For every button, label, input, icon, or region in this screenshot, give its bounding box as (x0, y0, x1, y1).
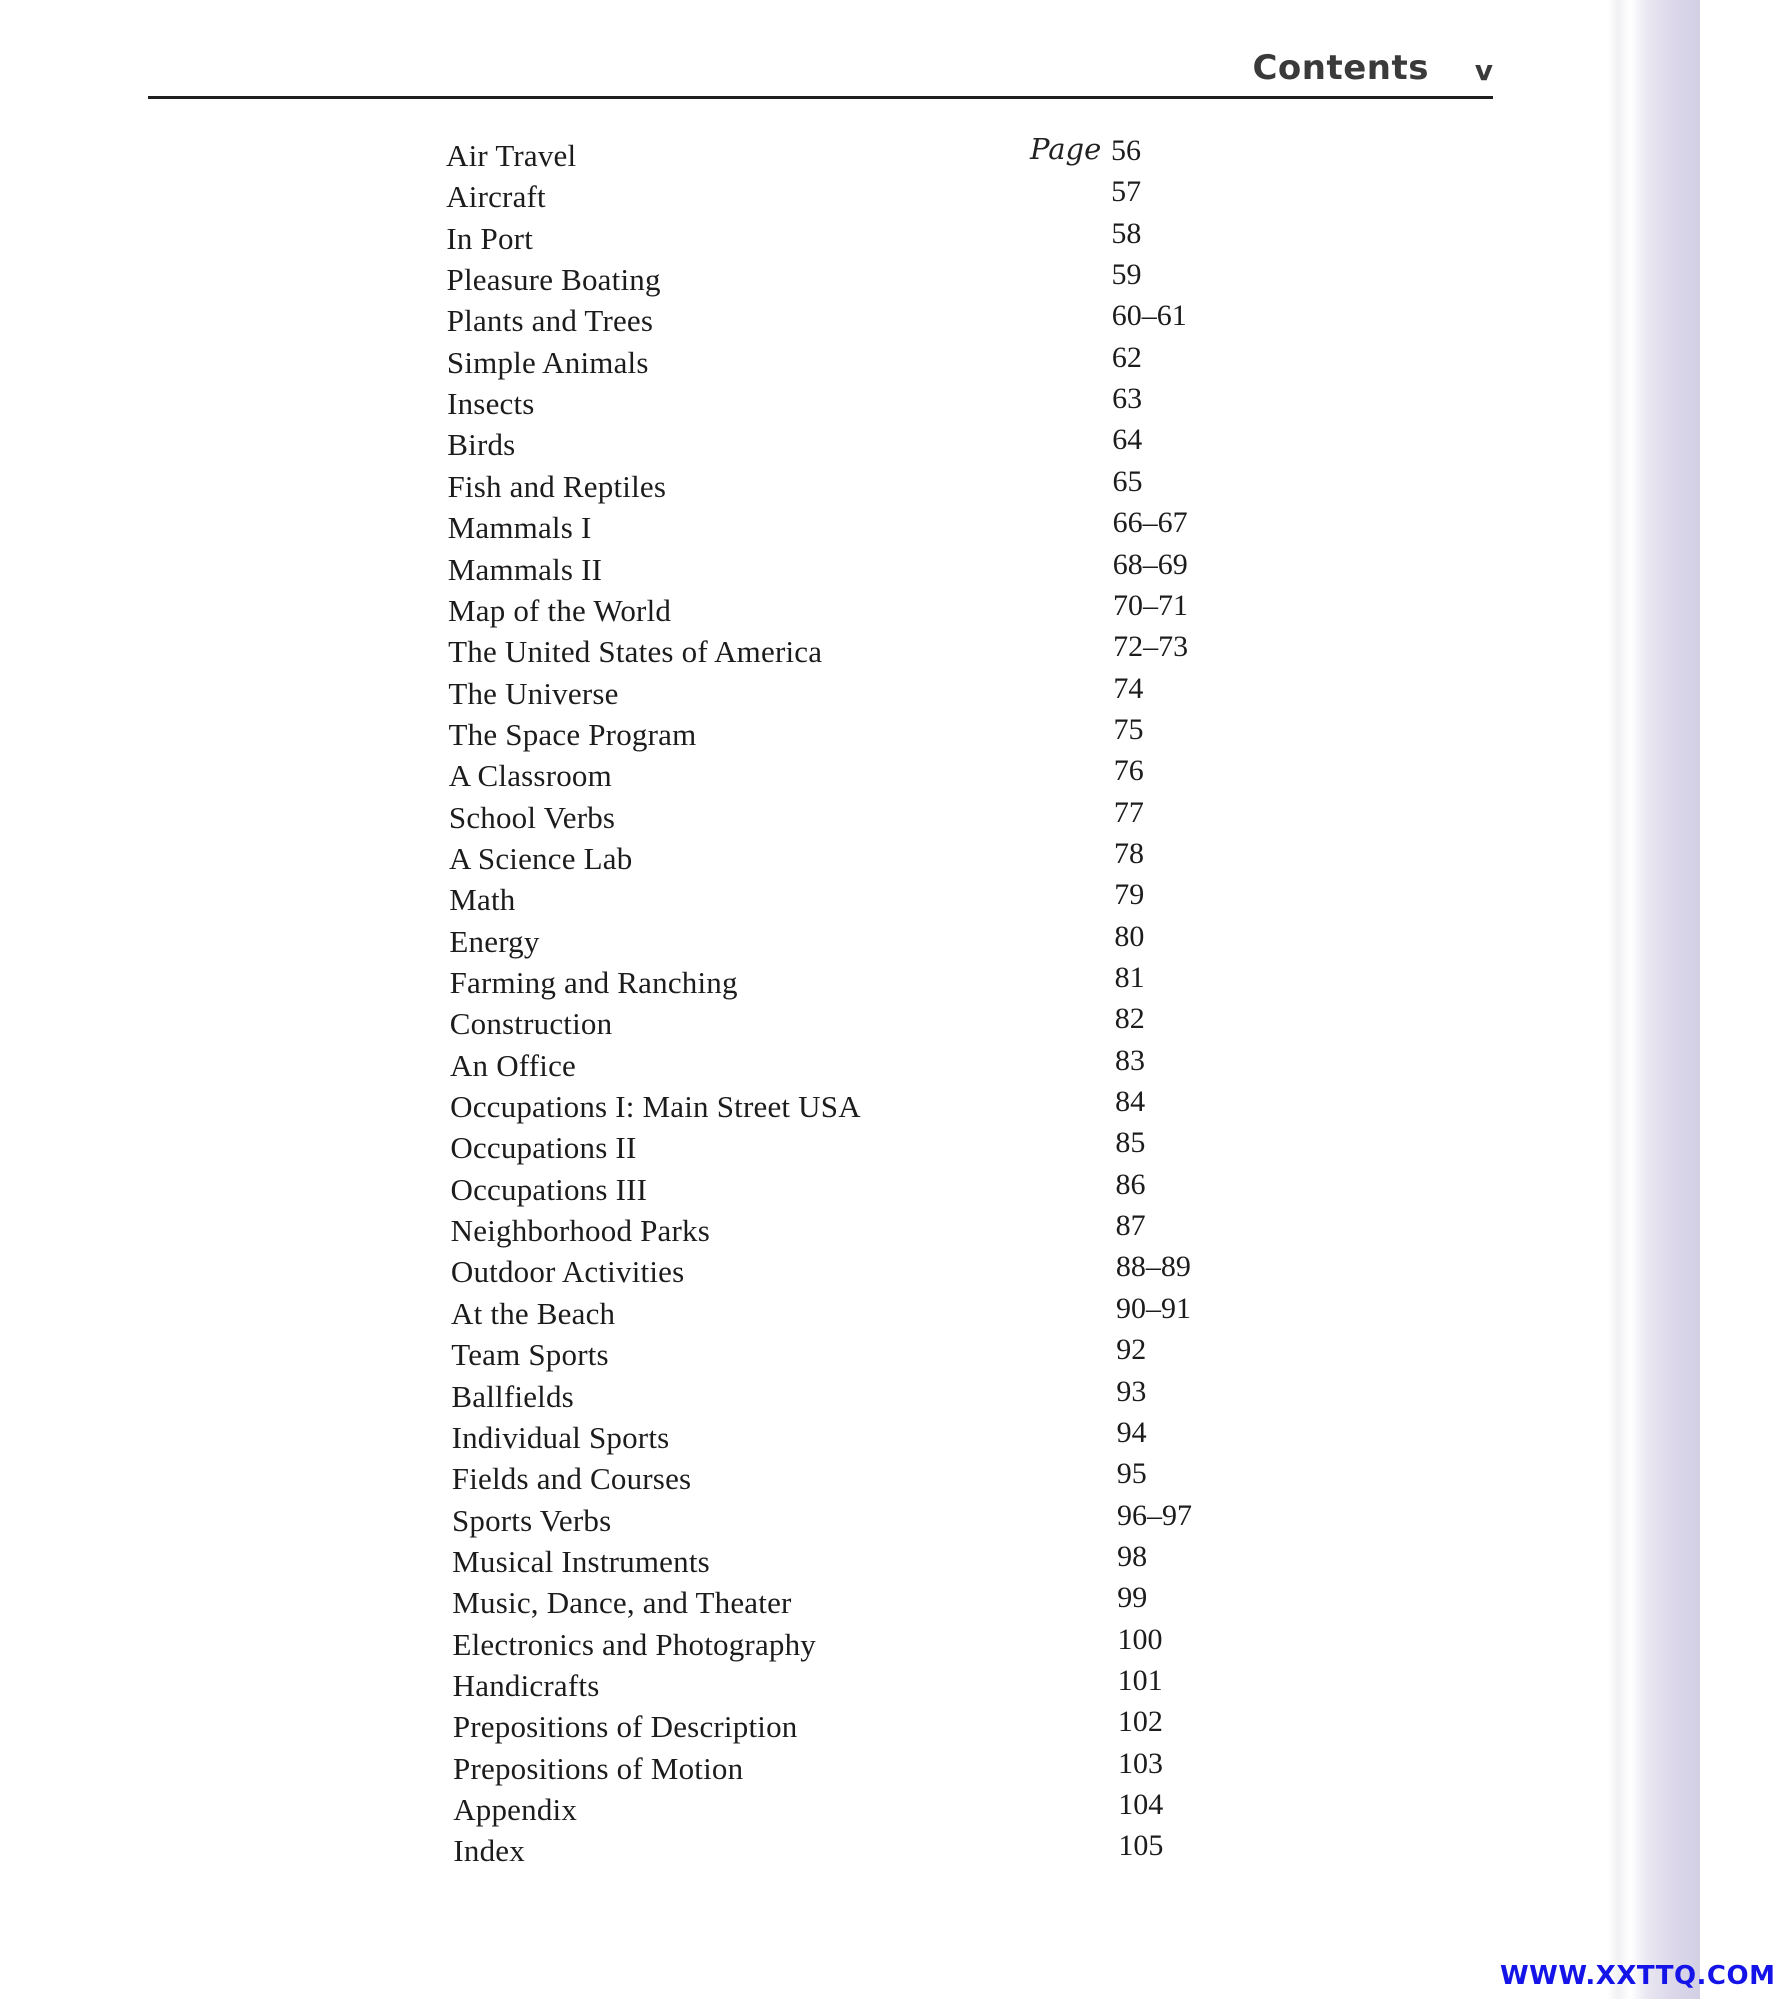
toc-entry (6, 1539, 1306, 1584)
toc-entry (6, 1415, 1306, 1460)
toc-entry-title: The Space Program (448, 716, 697, 752)
page-title: Contents (1252, 48, 1429, 88)
toc-entry (4, 1002, 1304, 1046)
toc-entry-title: Insects (447, 386, 535, 422)
toc-entry-title: Pleasure Boating (446, 262, 661, 298)
toc-entry (6, 1622, 1306, 1667)
toc-entry-title: Occupations I: Main Street USA (450, 1089, 861, 1125)
toc-entry (2, 588, 1302, 633)
toc-entry (7, 1663, 1307, 1708)
toc-entry-pages: 68–69 (1112, 547, 1188, 581)
toc-entry-title: The United States of America (448, 634, 823, 670)
toc-entry-title: Simple Animals (446, 344, 649, 380)
toc-entry-pages: 101 (1117, 1663, 1163, 1697)
toc-entry (5, 1167, 1305, 1212)
toc-entry-pages: 92 (1116, 1333, 1147, 1367)
toc-entry (1, 423, 1301, 467)
toc-entry-title: Individual Sports (451, 1419, 670, 1455)
toc-entry-title: The Universe (448, 675, 619, 711)
toc-entry-pages: 98 (1117, 1539, 1148, 1573)
toc-entry (7, 1788, 1307, 1832)
toc-entry-pages: 75 (1113, 712, 1144, 746)
toc-entry-title: Occupations II (450, 1130, 637, 1166)
toc-entry (3, 836, 1303, 881)
toc-entry-pages: 76 (1113, 754, 1144, 788)
toc-entry-title: Birds (447, 427, 516, 463)
toc-entry (4, 1043, 1304, 1088)
toc-entry-pages: 60–61 (1111, 299, 1187, 333)
toc-entry-title: Energy (449, 923, 540, 959)
toc-entry-title: Sports Verbs (451, 1502, 612, 1538)
toc-entry-pages: 99 (1117, 1581, 1148, 1615)
toc-entry-pages: 78 (1114, 836, 1145, 870)
toc-entry-pages: 84 (1115, 1085, 1146, 1119)
toc-entry-title: Math (449, 882, 516, 918)
toc-entry (3, 754, 1303, 798)
toc-entry-pages: 62 (1111, 340, 1142, 374)
toc-entry-pages: 88–89 (1115, 1250, 1191, 1284)
toc-entry-title: Occupations III (450, 1171, 648, 1207)
toc-entry-pages: 57 (1111, 175, 1142, 209)
toc-entry-title: In Port (446, 220, 534, 256)
toc-entry-title: At the Beach (451, 1295, 616, 1331)
toc-entry-pages: 64 (1112, 423, 1143, 457)
toc-entry-pages: 77 (1113, 795, 1144, 829)
toc-entry (3, 919, 1303, 964)
toc-entry-pages: 103 (1118, 1746, 1164, 1780)
toc-entry (2, 547, 1302, 592)
toc-entry-pages: 74 (1113, 671, 1144, 705)
toc-entry-title: An Office (449, 1047, 576, 1083)
toc-entry-pages: 56 (1111, 134, 1141, 167)
toc-entry-title: Air Travel (446, 138, 577, 173)
toc-entry-pages: 102 (1117, 1705, 1163, 1739)
toc-entry-pages: 66–67 (1112, 506, 1188, 540)
toc-entry (6, 1457, 1306, 1501)
toc-entry-title: Musical Instruments (452, 1543, 710, 1579)
toc-entry-title: Farming and Ranching (449, 965, 738, 1000)
watermark-link[interactable]: WWW.XXTTQ.COM (1500, 1961, 1776, 1991)
page-column-label: Page (1030, 132, 1102, 166)
toc-entry-pages: 94 (1116, 1415, 1147, 1449)
toc-entry (5, 1333, 1305, 1377)
toc-entry-title: Aircraft (446, 179, 546, 215)
toc-entry (1, 340, 1301, 385)
toc-entry-pages: 81 (1114, 961, 1145, 994)
toc-entry-title: Ballfields (451, 1378, 574, 1414)
toc-entry-pages: 100 (1117, 1622, 1163, 1656)
toc-entry-pages: 82 (1114, 1002, 1145, 1036)
toc-entry-title: Prepositions of Description (452, 1709, 798, 1745)
toc-entry (5, 1209, 1305, 1253)
toc-entry-pages: 83 (1114, 1043, 1145, 1077)
toc-entry-title: Electronics and Photography (452, 1626, 817, 1662)
toc-entry-pages: 95 (1116, 1457, 1147, 1491)
toc-entry-title: Mammals II (447, 551, 603, 587)
toc-entry (3, 712, 1303, 757)
toc-entry (0, 134, 1300, 178)
toc-entry-title: Construction (449, 1006, 613, 1042)
toc-entry (0, 216, 1300, 261)
toc-entry-title: Map of the World (447, 592, 672, 628)
toc-entry (3, 795, 1303, 840)
toc-entry-title: School Verbs (448, 799, 616, 835)
toc-entry-title: Appendix (453, 1792, 578, 1827)
toc-entry (0, 175, 1300, 219)
toc-entry-title: Handicrafts (452, 1667, 600, 1703)
toc-entry (7, 1746, 1307, 1791)
toc-entry-pages: 96–97 (1116, 1498, 1192, 1532)
toc-entry-pages: 72–73 (1113, 630, 1189, 664)
toc-entry-title: A Science Lab (449, 840, 633, 876)
toc-entry-title: Team Sports (451, 1337, 609, 1373)
toc-entry (1, 464, 1301, 509)
toc-entry (2, 630, 1302, 674)
toc-entry-title: Prepositions of Motion (453, 1750, 744, 1786)
toc-entry (4, 961, 1304, 1005)
toc-entry-title: Plants and Trees (446, 303, 654, 339)
toc-entry (7, 1705, 1307, 1749)
toc-entry (7, 1829, 1307, 1873)
toc-entry (5, 1250, 1305, 1294)
toc-entry-pages: 85 (1115, 1126, 1146, 1160)
toc-entry-pages: 58 (1111, 216, 1142, 250)
toc-entry (1, 382, 1301, 426)
toc-entry (6, 1498, 1306, 1543)
toc-entry (5, 1291, 1305, 1336)
toc-entry (6, 1581, 1306, 1625)
toc-entry-pages: 86 (1115, 1167, 1146, 1201)
toc-entry (3, 878, 1303, 922)
toc-entry-title: A Classroom (448, 758, 612, 794)
toc-entry-pages: 63 (1112, 382, 1143, 416)
toc-entry (4, 1126, 1304, 1170)
toc-entry-title: Index (453, 1833, 525, 1869)
toc-entry-pages: 80 (1114, 919, 1145, 953)
toc-entry (2, 671, 1302, 716)
toc-entry-title: Fish and Reptiles (447, 468, 667, 504)
toc-entry-pages: 90–91 (1116, 1291, 1192, 1325)
header-page-number: v (1474, 54, 1493, 87)
toc-entry-title: Neighborhood Parks (450, 1213, 710, 1249)
toc-entry-title: Fields and Courses (451, 1461, 692, 1497)
toc-entry-title: Outdoor Activities (450, 1254, 685, 1290)
toc-entry (2, 506, 1302, 550)
toc-entry-title: Mammals I (447, 510, 592, 546)
toc-entry-pages: 59 (1111, 258, 1142, 292)
toc-entry (1, 258, 1301, 302)
toc-entry-pages: 79 (1114, 878, 1145, 912)
toc-entry (4, 1085, 1304, 1129)
toc-entry-pages: 70–71 (1112, 588, 1188, 622)
toc-entry-pages: 104 (1118, 1788, 1164, 1821)
toc-entry (5, 1374, 1305, 1419)
toc-entry-pages: 93 (1116, 1374, 1147, 1408)
toc-entry-pages: 87 (1115, 1209, 1146, 1243)
toc-entry (1, 299, 1301, 343)
toc-entry-pages: 105 (1118, 1829, 1164, 1863)
toc-entry-pages: 65 (1112, 464, 1143, 498)
toc-entry-title: Music, Dance, and Theater (452, 1585, 792, 1621)
